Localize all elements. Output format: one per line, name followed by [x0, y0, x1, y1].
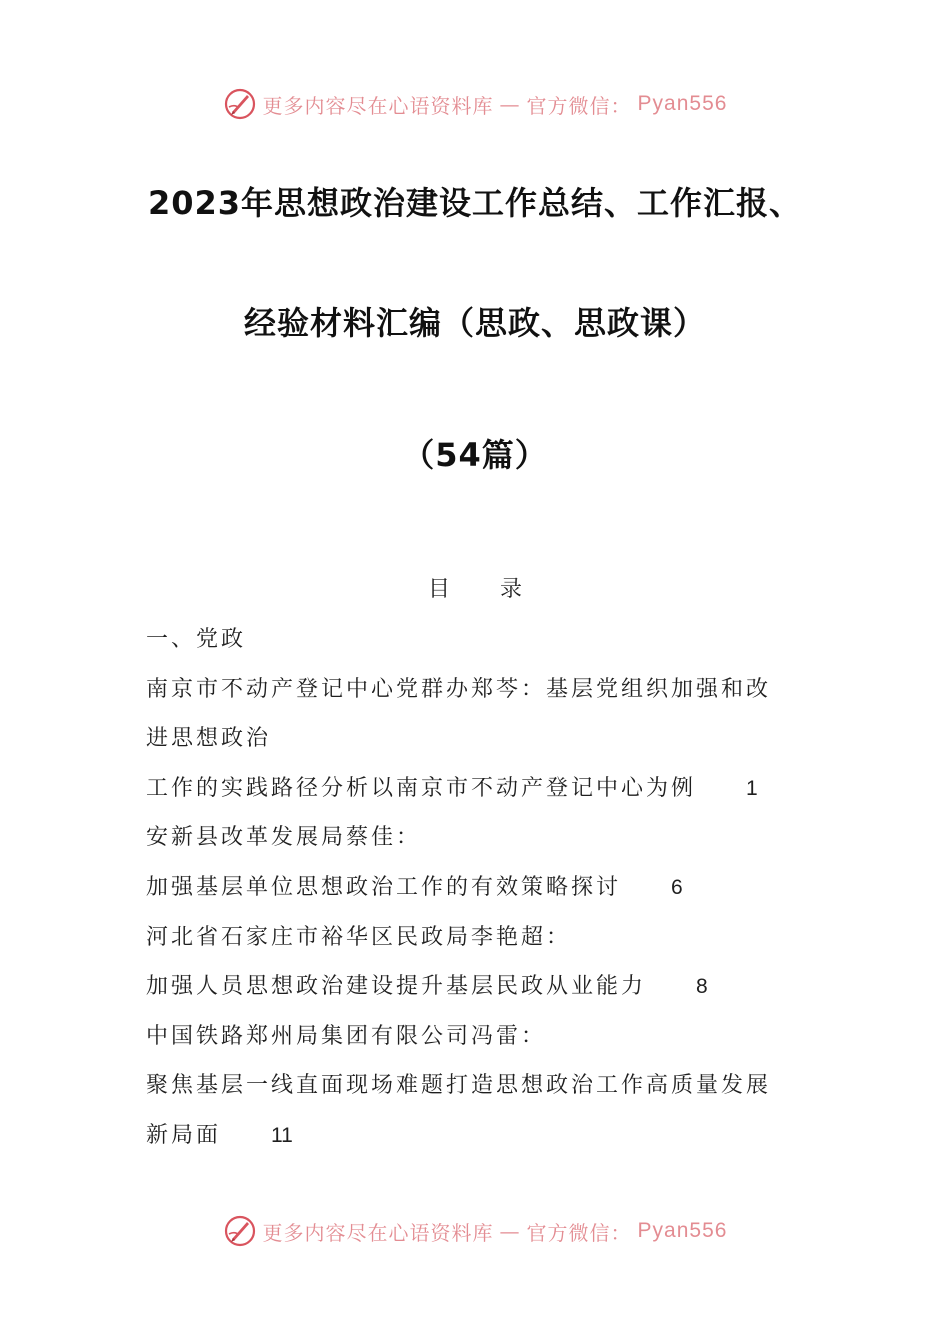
toc-page-number: 1 [746, 776, 758, 800]
watermark-contact-label: 官方微信： [526, 1220, 632, 1245]
toc-line[interactable] [146, 615, 826, 665]
watermark-contact-label: 官方微信： [526, 93, 632, 118]
toc-page-number: 8 [696, 975, 708, 999]
document-title-line-2: 经验材料汇编（思政、思政课） [243, 304, 706, 342]
quill-pen-logo-icon [223, 87, 257, 121]
watermark-text: 更多内容尽在心语资料库 [262, 1220, 494, 1245]
toc-line-text: 进思想政治 [146, 726, 272, 752]
toc-line-text: 聚焦基层一线直面现场难题打造思想政治工作高质量发展 [146, 1073, 772, 1099]
toc-line[interactable] [146, 1061, 826, 1111]
toc-line-text: 一、党政 [146, 627, 247, 652]
toc-heading: 目录 [427, 577, 572, 602]
header-watermark [0, 84, 950, 124]
toc-line-text: 河北省石家庄市裕华区民政局李艳超： [146, 924, 572, 950]
watermark-contact-id: Pyan556 [637, 1219, 728, 1242]
table-of-contents [146, 615, 826, 1161]
toc-line-text: 加强人员思想政治建设提升基层民政从业能力 [146, 974, 647, 1000]
toc-line[interactable] [146, 714, 826, 764]
watermark-text: 更多内容尽在心语资料库 [262, 93, 494, 118]
watermark-contact-id: Pyan556 [637, 92, 728, 115]
footer-watermark [0, 1211, 950, 1251]
toc-line[interactable] [146, 913, 826, 963]
quill-pen-logo-icon [223, 1214, 257, 1248]
document-title-count: （54篇） [402, 436, 548, 474]
watermark-separator: — [499, 92, 521, 116]
toc-line[interactable] [146, 1111, 826, 1161]
toc-line[interactable] [146, 962, 826, 1012]
toc-line-text: 工作的实践路径分析以南京市不动产登记中心为例 [146, 775, 697, 801]
toc-page-number: 11 [271, 1123, 293, 1147]
toc-line[interactable] [146, 863, 826, 913]
watermark-separator: — [499, 1219, 521, 1243]
toc-line-text: 新局面 [146, 1122, 222, 1148]
toc-page-number: 6 [671, 875, 683, 899]
toc-line[interactable] [146, 1012, 826, 1062]
toc-line[interactable] [146, 813, 826, 863]
toc-line[interactable] [146, 764, 826, 814]
toc-line-text: 中国铁路郑州局集团有限公司冯雷： [146, 1023, 547, 1049]
toc-line-text: 加强基层单位思想政治工作的有效策略探讨 [146, 874, 622, 900]
document-title-line-1: 2023年思想政治建设工作总结、工作汇报、 [147, 184, 803, 222]
toc-line[interactable] [146, 665, 826, 715]
toc-line-text: 南京市不动产登记中心党群办郑芩：基层党组织加强和改 [146, 676, 772, 702]
toc-line-text: 安新县改革发展局蔡佳： [146, 825, 422, 851]
